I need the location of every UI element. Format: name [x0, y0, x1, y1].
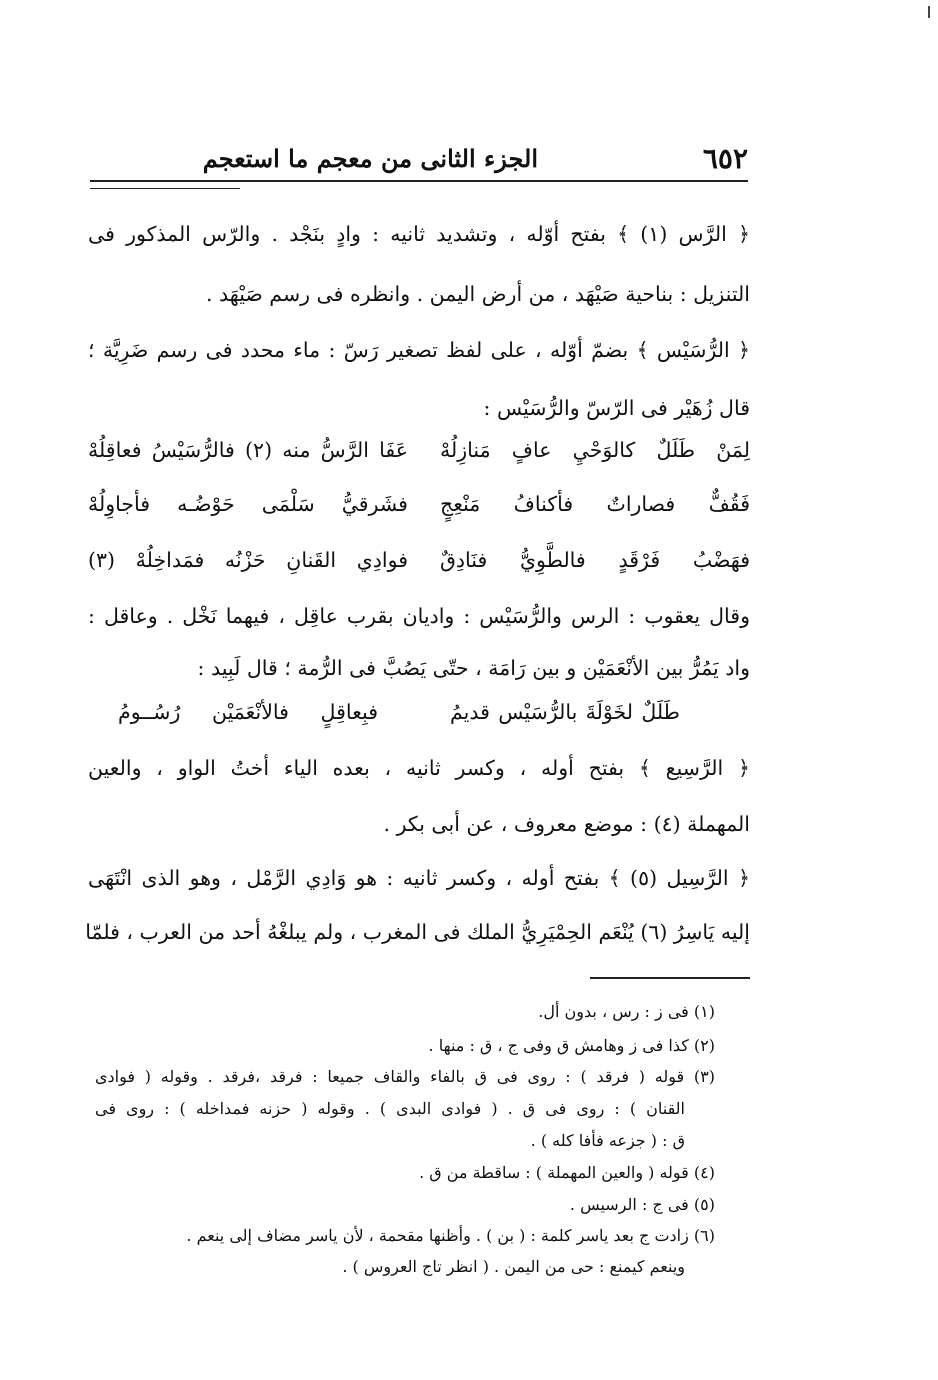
page-number: ٦٥٢ — [702, 142, 748, 175]
page-header — [90, 138, 748, 186]
verse-hemistich-first: لِمَنْ طَلَلٌ كالوَحْيِ عافٍ مَنازِلُهْ — [440, 438, 750, 462]
header-rule-short — [90, 188, 240, 189]
entry-line: ﴿ الرَّس (١) ﴾ بفتح أوّله ، وتشديد ثانيه : وادٍ بنَجْد . والرّس المذكور فى — [88, 222, 750, 246]
entry-line: التنزيل : بناحية صَيْهَد ، من أرض اليمن . وانظره فى رسم صَيْهَد . — [205, 282, 750, 306]
entry-line: ﴿ الرَّسِيع ﴾ بفتح أوله ، وكسر ثانيه ، بعده الياء أختُ الواو ، والعين — [88, 756, 750, 780]
entry-line: المهملة (٤) : موضع معروف ، عن أبى بكر . — [383, 812, 750, 836]
footnote: (٢) كذا فى ز وهامش ق وفى ج ، ق : منها . — [428, 1036, 715, 1055]
entry-line: قال زُهَيْر فى الرّسّ والرُّسَيْس : — [483, 396, 750, 420]
footnote: (١) فى ز : رس ، بدون أل. — [538, 1002, 715, 1021]
header-rule — [90, 180, 748, 182]
footnote-continuation: القنان ) : روى فى ق . ( فوادى البدى ) . وقوله ( حزنه فمداخله ) : روى فى — [95, 1099, 685, 1118]
footnote-continuation: ق : ( جزعه فأفا كله ) . — [530, 1131, 685, 1150]
footnote-continuation: وينعم كيمنع : حى من اليمن . ( انظر تاج العروس ) . — [342, 1257, 685, 1276]
footnote: (٥) فى ج : الرسيس . — [569, 1195, 715, 1214]
entry-line: ﴿ الرُّسَيْس ﴾ بضمّ أوّله ، على لفظ تصغير رَسّ : ماء محدد فى رسم ضَرِيَّة ؛ — [88, 338, 750, 362]
verse-hemistich-first: فهَضْبُ فَرْقَدٍ فالطَّوِيُّ فنَادِقٌ — [440, 548, 750, 572]
scan-edge-mark — [928, 6, 930, 18]
verse-hemistich-first: طَلَلٌ لخَوْلَةَ بالرُّسَيْس قديمُ — [450, 700, 680, 724]
entry-line: واد يَمُرُّ بين الأنْعَمَيْن و بين رَامَة ، حتّى يَصُبَّ فى الرُّمة ؛ قال لَبِيد : — [197, 656, 750, 680]
verse-hemistich-second: عَفَا الرَّسُّ منه (٢) فالرُّسَيْسُ فعاقِلُهْ — [88, 438, 408, 462]
entry-line: إليه يَاسِرُ (٦) يُنْعَم الحِمْيَرِيُّ الملك فى المغرب ، ولم يبلغْهُ أحد من العرب ، فلمّا — [85, 920, 750, 944]
entry-line: وقال يعقوب : الرس والرُّسَيْس : واديان بقرب عاقِل ، فيهما نَخْل . وعاقل : — [88, 604, 750, 628]
footnote: (٣) قوله ( فرقد ) : روى فى ق بالفاء والقاف جميعا : فرقد ،فرقد . وقوله ( فوادى — [95, 1067, 715, 1086]
footnote-rule — [590, 977, 750, 979]
footnote: (٦) زادت ج بعد ياسر كلمة : ( بن ) . وأظنها مقحمة ، لأن ياسر مضاف إلى ينعم . — [186, 1226, 715, 1245]
verse-hemistich-second: فشَرقيُّ سَلْمَى حَوْضُـه فأجاوِلُهْ — [88, 492, 408, 516]
verse-hemistich-second: فوادِي القَنانِ حَزْنُه فمَداخِلُهْ (٣) — [88, 548, 408, 572]
verse-hemistich-first: فَقُفٌّ فصاراتٌ فأكنافُ مَنْعِجٍ — [440, 492, 750, 516]
running-title: الجزء الثانى من معجم ما استعجم — [202, 144, 538, 173]
verse-hemistich-second: فبِعاقِلٍ فالأنْعَمَيْن رُسُــومُ — [118, 700, 378, 724]
entry-line: ﴿ الرَّسِيل (٥) ﴾ بفتح أوله ، وكسر ثانيه : هو وَادِي الرَّمْل ، وهو الذى انْتَهَى — [88, 866, 750, 890]
footnote: (٤) قوله ( والعين المهملة ) : ساقطة من ق . — [419, 1163, 715, 1182]
